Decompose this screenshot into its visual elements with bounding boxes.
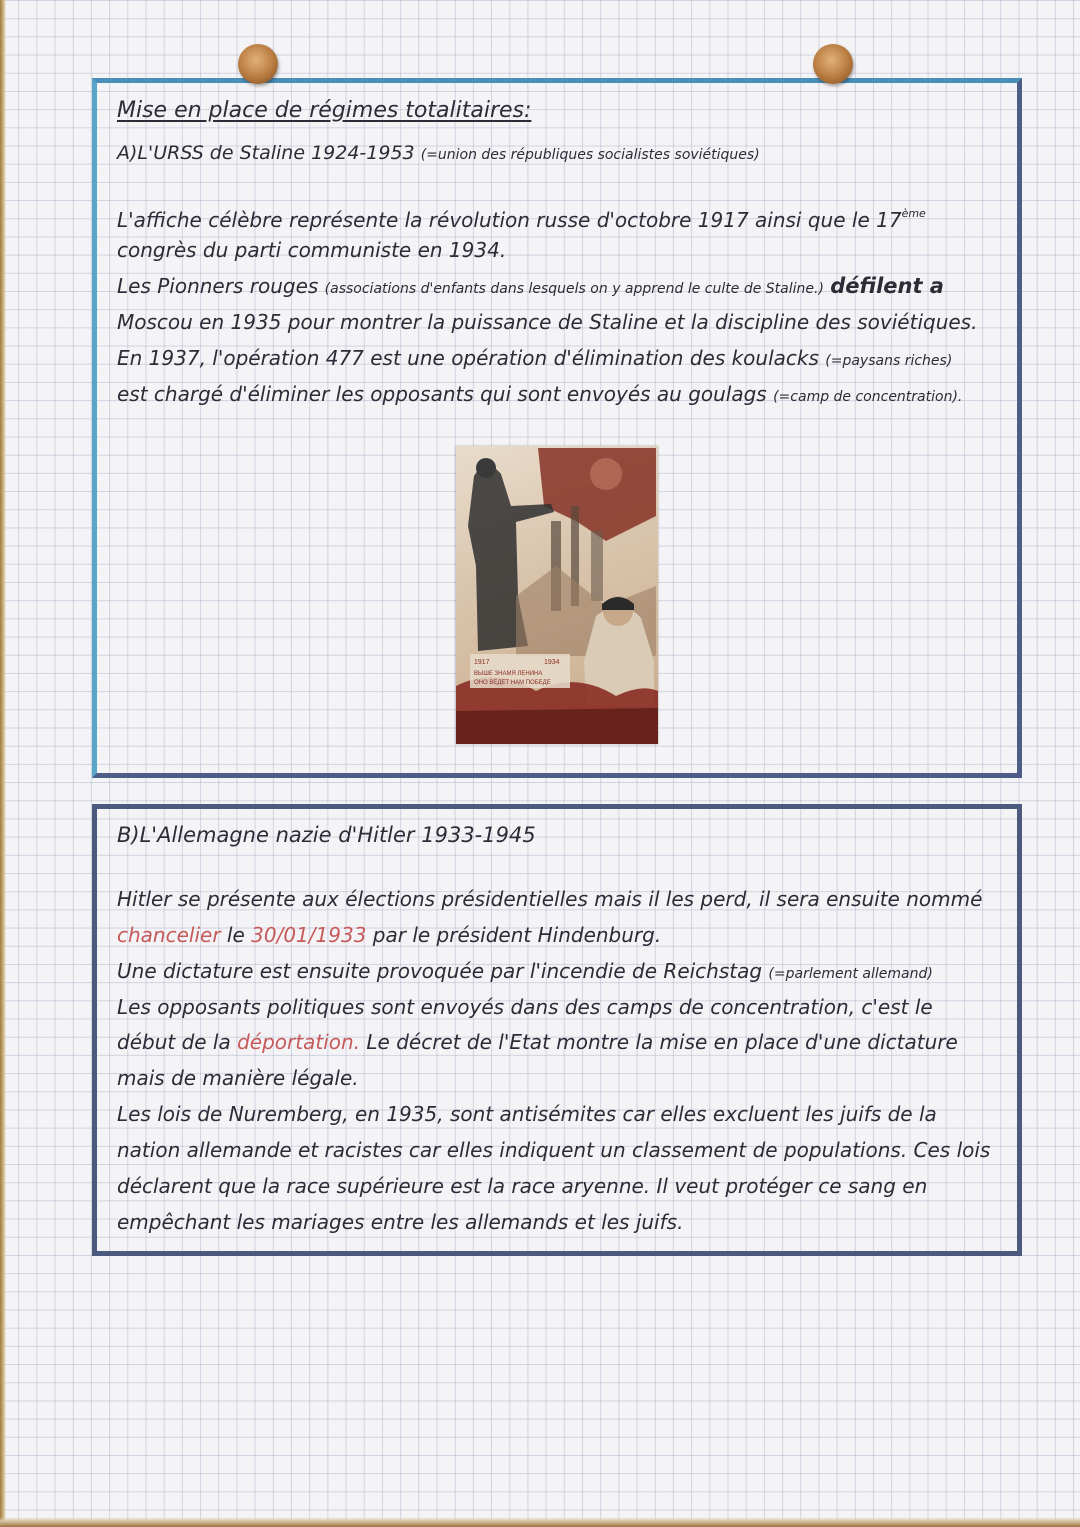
line-text: Une dictature est ensuite provoquée par l'incendie de Reichstag	[117, 959, 763, 983]
notebook-edge-left	[0, 0, 6, 1527]
line-note: (=paysans riches)	[825, 353, 953, 369]
paragraph-line: Les opposants politiques sont envoyés dans des camps de concentration, c'est le	[117, 995, 933, 1019]
paragraph-line: Moscou en 1935 pour montrer la puissance de Staline et la discipline des soviétiques.	[117, 310, 978, 334]
line-text: par le président Hindenburg.	[372, 923, 662, 947]
paragraph-line: mais de manière légale.	[117, 1066, 359, 1090]
line-text: défilent a	[830, 274, 944, 298]
notebook-edge-bottom	[0, 1517, 1080, 1527]
paragraph-line: congrès du parti communiste en 1934.	[117, 238, 507, 262]
poster-year-right: 1934	[544, 659, 560, 666]
pushpin-icon	[813, 44, 853, 84]
poster-caption: ОНО ВЕДЕТ НАМ ПОБЕДЕ	[474, 680, 551, 686]
line-text: En 1937, l'opération 477 est une opération d'élimination des koulacks	[117, 346, 819, 370]
highlight-text: déportation.	[237, 1030, 361, 1054]
line-text: Le décret de l'Etat montre la mise en place d'une dictature	[366, 1030, 958, 1054]
paragraph-line	[117, 922, 661, 948]
poster-year-left: 1917	[474, 659, 490, 666]
paragraph-line	[117, 958, 933, 987]
line-text: le	[226, 923, 245, 947]
page-title: Mise en place de régimes totalitaires:	[117, 98, 532, 123]
highlight-date: 30/01/1933	[251, 923, 367, 947]
poster-illustration	[456, 446, 658, 744]
propaganda-poster	[456, 446, 658, 744]
section-a-heading-note: (=union des républiques socialistes soviétiques)	[420, 147, 760, 163]
line-text: L'affiche célèbre représente la révolution russe d'octobre 1917 ainsi que le 17	[117, 208, 902, 232]
line-text: début de la	[117, 1030, 231, 1054]
paragraph-line	[117, 381, 962, 410]
paragraph-line	[117, 201, 926, 233]
paragraph-line	[117, 1029, 958, 1055]
highlight-text: chancelier	[117, 923, 221, 947]
paragraph-line: Hitler se présente aux élections présidentielles mais il les perd, il sera ensuite nommé	[117, 887, 983, 911]
paragraph-line: empêchant les mariages entre les allemands et les juifs.	[117, 1210, 684, 1234]
poster-caption: ВЫШЕ ЗНАМЯ ЛЕНИНА	[474, 671, 543, 677]
line-text: est chargé d'éliminer les opposants qui sont envoyés au goulags	[117, 382, 767, 406]
line-note: (associations d'enfants dans lesquels on y apprend le culte de Staline.)	[324, 281, 824, 297]
section-a-heading-text: A)L'URSS de Staline 1924-1953	[117, 142, 415, 164]
paragraph-line: déclarent que la race supérieure est la race aryenne. Il veut protéger ce sang en	[117, 1174, 928, 1198]
section-a-heading	[117, 140, 760, 168]
line-note: (=camp de concentration).	[773, 389, 963, 405]
paragraph-line	[117, 345, 952, 374]
pushpin-icon	[238, 44, 278, 84]
paragraph-line: nation allemande et racistes car elles indiquent un classement de populations. Ces lois	[117, 1138, 991, 1162]
line-note: (=parlement allemand)	[768, 966, 933, 982]
superscript: ème	[901, 207, 926, 220]
paragraph-line	[117, 273, 944, 302]
section-b-heading: B)L'Allemagne nazie d'Hitler 1933-1945	[117, 823, 536, 847]
paragraph-line: Les lois de Nuremberg, en 1935, sont antisémites car elles excluent les juifs de la	[117, 1102, 937, 1126]
line-text: Les Pionners rouges	[117, 274, 319, 298]
